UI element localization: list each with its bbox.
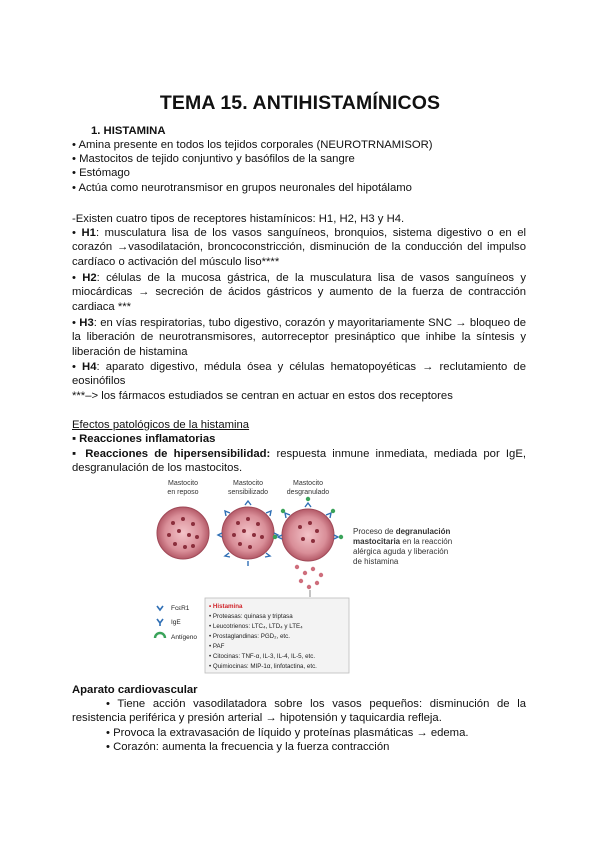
cardio-bullet-3: • Corazón: aumenta la frecuencia y la fuerza contracción (106, 741, 390, 753)
process-bold1: degranulación (395, 527, 451, 536)
section-heading-histamina: 1. HISTAMINA (91, 125, 166, 137)
process-line3: alérgica aguda y liberación (353, 547, 449, 556)
cell2-label-line1: Mastocito (233, 480, 263, 487)
mediator-quimiocinas: • Quimiocinas: MIP-1α, linfotactina, etc. (209, 663, 317, 670)
cell1-label-line2: en reposo (167, 489, 199, 496)
process-line2-rest: en la reacción (400, 537, 453, 546)
cardio-heading: Aparato cardiovascular (72, 684, 198, 696)
h2-label: H2 (82, 272, 97, 284)
effects-hypersensitivity (72, 447, 526, 476)
hyper-label: ▪ Reacciones de hipersensibilidad: (72, 448, 271, 460)
h4-text: : aparato digestivo, médula ósea y células hematopoyéticas → reclutamiento de eosinófilos (72, 361, 526, 388)
cell2-label-line2: sensibilizado (227, 489, 269, 496)
receptor-h2: • H2: células de la mucosa gástrica, de la musculatura lisa de vasos sanguíneos y miocárdicas → secreción de ácidos gástricos y aumento de la fuerza de contracción cardiaca *** (72, 272, 526, 313)
h1-text: : musculatura lisa de los vasos sanguíneos, bronquios, sistema digestivo o en el corazón →vasodilatación, broncoconstricción, disminución de la conducción del impulso cardíaco o activación del músculo liso**** (72, 227, 527, 268)
receptors-intro: -Existen cuatro tipos de receptores histamínicos: H1, H2, H3 y H4. (72, 213, 405, 225)
h3-label: H3 (79, 317, 94, 329)
figure-legend (155, 605, 197, 641)
h3-text: : en vías respiratorias, tubo digestivo, corazón y mayoritariamente SNC → bloqueo de la liberación de neurotransmisores, autorreceptor presináptico que inhibe la síntesis y liberación de histamina (72, 317, 527, 358)
mast-cell-figure (145, 475, 475, 677)
fcer1-icon (157, 606, 163, 610)
hyper-text: respuesta inmune inmediata, mediada por IgE, desgranulación de los mastocitos. (72, 448, 526, 475)
resting-mast-cell (157, 507, 209, 559)
process-line1 (353, 527, 450, 536)
cell3-label-line1: Mastocito (293, 480, 323, 487)
process-line2 (353, 537, 452, 546)
legend-ige: IgE (171, 619, 181, 626)
process-line4: de histamina (353, 557, 399, 566)
receptor-h4: • H4: aparato digestivo, médula ósea y células hematopoyéticas → reclutamiento de eosinófilos (72, 361, 526, 388)
mediator-proteasas: • Proteasas: quinasa y triptasa (209, 613, 293, 620)
sensitized-mast-cell (218, 501, 278, 566)
receptors-note: ***–> los fármacos estudiados se centran en actuar en estos dos receptores (72, 390, 453, 402)
effects-heading: Efectos patológicos de la histamina (72, 419, 250, 431)
receptor-h1: • H1: musculatura lisa de los vasos sanguíneos, bronquios, sistema digestivo o en el corazón →vasodilatación, broncoconstricción, disminución de la conducción del impulso cardíaco o activación del músculo liso**** (72, 227, 527, 268)
mediator-citocinas: • Citocinas: TNF-α, IL-3, IL-4, IL-5, etc. (209, 653, 316, 660)
cell3-label-line2: desgranulado (286, 489, 330, 496)
cardio-bullet-1: • Tiene acción vasodilatadora sobre los vasos pequeños: disminución de la resistencia periférica y presión arterial → hipotensión y taquicardia refleja. (72, 698, 526, 725)
legend-antigen: Antígeno (171, 634, 198, 641)
mediator-prostaglandinas: • Prostaglandinas: PGD₂, etc. (209, 633, 290, 640)
page-title: TEMA 15. ANTIHISTAMÍNICOS (159, 92, 441, 114)
ige-icon (157, 619, 163, 626)
legend-fcer1: FcεR1 (171, 605, 190, 612)
cardio-bullet-2: • Provoca la extravasación de líquido y proteínas plasmáticas → edema. (106, 727, 469, 739)
mediator-paf: • PAF (209, 643, 225, 650)
mediator-histamina: • Histamina (209, 603, 243, 610)
bullet-2: • Mastocitos de tejido conjuntivo y basófilos de la sangre (72, 153, 355, 165)
antigen-icon (155, 633, 165, 638)
process-bold2: mastocitaria (353, 537, 401, 546)
bullet-3: • Estómago (72, 167, 130, 179)
bullet-1: • Amina presente en todos los tejidos corporales (NEUROTRNAMISOR) (72, 139, 433, 151)
h1-label: H1 (81, 227, 96, 239)
degranulated-mast-cell (273, 497, 343, 589)
h4-label: H4 (82, 361, 97, 373)
process-prefix: Proceso de (353, 527, 396, 536)
effects-inflammatory: ▪ Reacciones inflamatorias (72, 433, 216, 445)
mediator-leucotrienos: • Leucotrienos: LTC₄, LTD₄ y LTE₄ (209, 623, 303, 630)
cell1-label-line1: Mastocito (168, 480, 198, 487)
receptor-h3: • H3: en vías respiratorias, tubo digestivo, corazón y mayoritariamente SNC → bloqueo de la liberación de neurotransmisores, autorreceptor presináptico que inhibe la síntesis y liberación de histamina (72, 317, 527, 358)
bullet-4: • Actúa como neurotransmisor en grupos neuronales del hipotálamo (72, 182, 412, 194)
h2-text: : células de la mucosa gástrica, de la musculatura lisa de vasos sanguíneos y miocárdicas → secreción de ácidos gástricos y aumento de la fuerza de contracción cardiaca *** (72, 272, 526, 313)
